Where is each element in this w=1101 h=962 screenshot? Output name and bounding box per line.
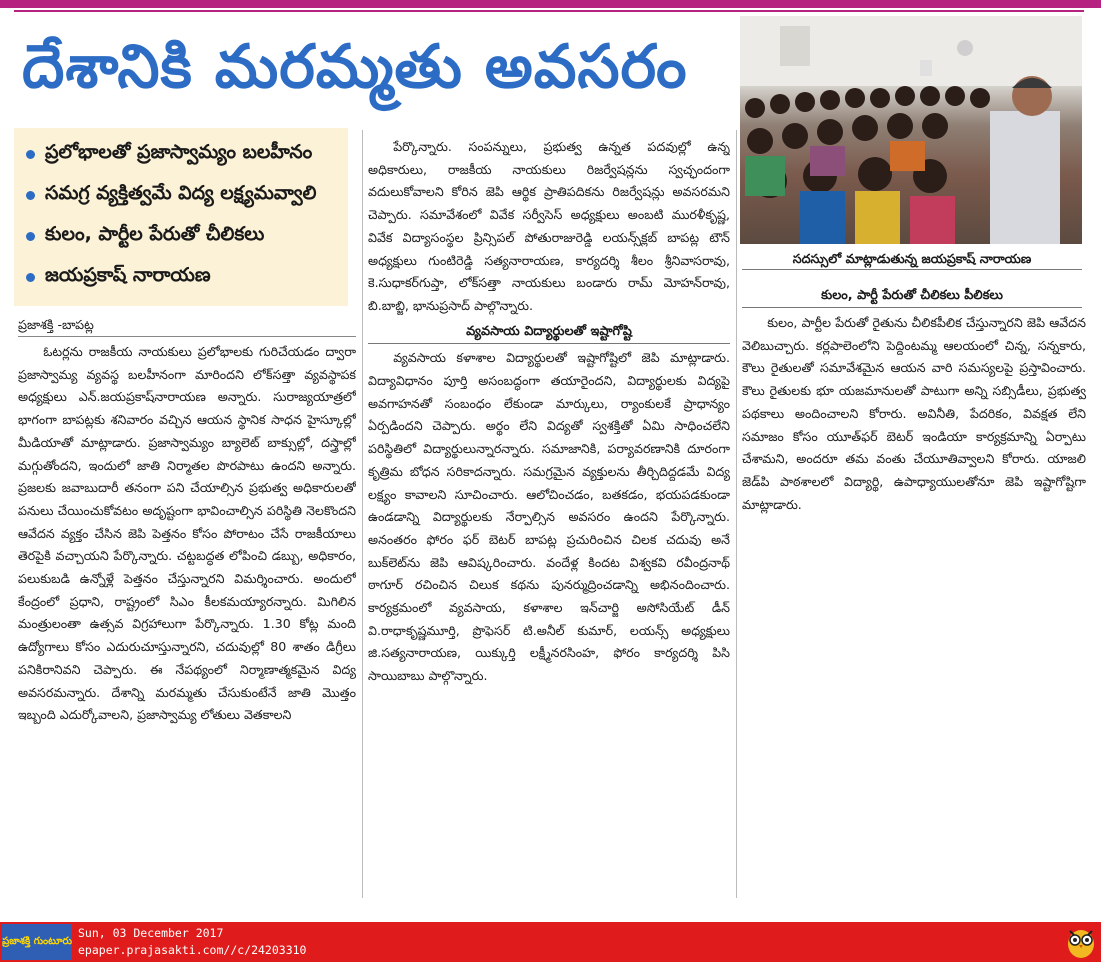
section-subheading: కులం, పార్టీ పేరుతో చీలికలు పీలికలు <box>742 284 1082 308</box>
column-divider <box>736 130 737 898</box>
photo-caption: సదస్సులో మాట్లాడుతున్న జయప్రకాష్ నారాయణ <box>742 248 1082 270</box>
highlight-text: ప్రలోభాలతో ప్రజాస్వామ్యం బలహీనం <box>45 141 313 163</box>
highlight-text: జయప్రకాష్ నారాయణ <box>45 264 211 286</box>
epaper-link[interactable]: epaper.prajasakti.com//c/24203310 <box>78 943 307 957</box>
highlight-item <box>22 257 340 298</box>
publish-date: Sun, 03 December 2017 <box>78 926 224 940</box>
bullet-icon <box>26 273 35 282</box>
column-divider <box>362 130 363 898</box>
footer-info <box>78 924 478 960</box>
top-rule <box>0 0 1101 8</box>
article-paragraph: కులం, పార్టీల పేరుతో రైతును చీలికపీలిక చేస్తున్నారని జెపి ఆవేదన వెలిబుచ్చారు. కర్లపాలెంలోని పెద్దింటమ్మ ఆలయంలో చిన్న, సన్నకారు, కౌలు రైతులతో సమావేశమైన ఆయన వారి సమస్యలపై ప్రస్తావించారు. కౌలు రైతులకు భూ యజమానులతో పాటుగా అన్ని సబ్సిడీలు, ప్రభుత్వ పథకాలు అందించాలని కోరారు. అవినీతి, పేదరికం, వివక్షత లేని సమాజం కోసం యూత్‌ఫర్ బెటర్ ఇండియా కార్యక్రమాన్ని ఏర్పాటు చేశామని, అందరూ తమ వంతు చేయూతివ్వాలని కోరారు. యాజలి జెడ్‌పి పాఠశాలలో విద్యార్థి, ఉపాధ్యాయులతోనూ జెపి ఇష్టాగోష్టిగా మాట్లాడారు. <box>742 315 1086 512</box>
byline: ప్రజాశక్తి -బాపట్ల <box>18 314 356 337</box>
owl-icon[interactable] <box>1064 925 1098 959</box>
article-paragraph: పేర్కొన్నారు. సంపన్నులు, ప్రభుత్వ ఉన్నత పదవుల్లో ఉన్న అధికారులు, రాజకీయ నాయకులు రిజర్వేషన్లను స్వచ్ఛందంగా వదులుకోవాలని కోరిన జెపి ఆర్థిక ప్రాతిపదికను రిజర్వేషన్లు అవసరమని చెప్పారు. సమావేశంలో వివేక సర్వీసెస్ అధ్యక్షులు అంబటి మురళీకృష్ణ, వివేక విద్యాసంస్థల ప్రిన్సిపల్ పోతురాజురెడ్డి లయన్స్‌క్లబ్ బాపట్ల టౌన్ అధ్యక్షులు గుంటిరెడ్డి సత్యనారాయణ, కార్యదర్శి శీలం శ్రీనివాసరావు, కె.సుధాకర్‌గుప్తా, లోక్‌సత్తా నాయకులు బండారు రామ్ మోహన్‌రావు, బి.బాబ్జి, భానుప్రసాద్ పాల్గొన్నారు. <box>368 139 730 313</box>
publication-logo[interactable]: ప్రజాశక్తి గుంటూరు <box>2 924 72 960</box>
bullet-icon <box>26 232 35 241</box>
bullet-icon <box>26 150 35 159</box>
audience-illustration <box>740 16 1082 244</box>
highlight-item <box>22 175 340 216</box>
article-column-2 <box>368 136 730 896</box>
highlight-text: సమగ్ర వ్యక్తిత్వమే విద్య లక్ష్యమవ్వాలి <box>45 182 317 204</box>
highlight-item <box>22 216 340 257</box>
article-paragraph: వ్యవసాయ కళాశాల విద్యార్థులతో ఇష్టాగోష్టిలో జెపి మాట్లాడారు. విద్యావిధానం పూర్తి అసంబద్ధంగా తయారైందని, విద్యార్థులకు విద్యపై అవగాహనతో సంబంధం లేకుండా మార్కులు, ర్యాంకులకే ప్రాధాన్యం ఏర్పడిందని చెప్పారు. అర్థం లేని విద్యతో స్వశక్తితో ఏమి సాధించలేని పరిస్థితిలో విద్యార్థులున్నారన్నారు. సమాజానికి, పర్యావరణానికి దూరంగా కృత్రిమ బోధన సరికాదన్నారు. సమగ్రమైన వ్యక్తులను తీర్చిదిద్దడమే విద్య లక్ష్యం కావాలని సూచించారు. ఆలోచించడం, బతకడం, భయపడకుండా ఉండడాన్ని విద్యార్థులకు నేర్పాల్సిన అవసరం ఉందని పేర్కొన్నారు. అనంతరం ఫోరం ఫర్ బెటర్ బాపట్ల ప్రచురించిన చిలక చదువు అనే బుక్‌లెట్‌ను జెపి ఆవిష్కరించారు. వందేళ్ల కిందట విశ్వకవి రవీంద్రనాథ్ ఠాగూర్ రచించిన చిలుక కథను పునర్ముద్రించడాన్ని అభినందించారు. కార్యక్రమంలో వ్యవసాయ, కళాశాల ఇన్‌చార్జి అసోసియేట్ డీన్ వి.రాధాకృష్ణమూర్తి, ప్రొఫెసర్ టి.అనీల్ కుమార్, లయన్స్ అధ్యక్షులు జి.సత్యనారాయణ, యిక్కుర్తి లక్ష్మీనరసింహ, ఫోరం కార్యదర్శి పిసి సాయిబాబు పాల్గొన్నారు. <box>368 350 730 684</box>
section-subheading: వ్యవసాయ విద్యార్థులతో ఇష్టాగోష్టి <box>368 321 730 345</box>
article-column-1 <box>18 314 356 894</box>
article-column-3 <box>742 312 1086 612</box>
highlight-item <box>22 134 340 175</box>
highlights-box <box>14 128 348 306</box>
article-paragraph: ఓటర్లను రాజకీయ నాయకులు ప్రలోభాలకు గురిచేయడం ద్వారా ప్రజాస్వామ్య వ్యవస్థ బలహీనంగా మారిందని లోక్‌సత్తా వ్యవస్థాపక అధ్యక్షులు ఎన్.జయప్రకాష్‌నారాయణ అన్నారు. సురాజ్యయాత్రలో భాగంగా బాపట్లకు శనివారం వచ్చిన ఆయన స్థానిక సాధన హైస్కూల్లో మీడియాతో మాట్లాడారు. ప్రజాస్వామ్యం బ్యాలెట్ బాక్సుల్లో, దస్త్రాల్లో మగ్గుతోందని, ఇందులో జాతి నిర్మాతల పొరపాటు ఉందని అన్నారు. ప్రజలకు జవాబుదారీ తనంగా పని చేయాల్సిన ప్రభుత్వ అధికారులతో పనులు చేయించుకోవటం అదృష్టంగా భావించాల్సిన పరిస్థితి నెలకొందని ఆవేదన వ్యక్తం చేసిన జెపి పెత్తనం కోసం పోరాటం చేసే రాజకీయాలు తెరపైకి వచ్చాయని పేర్కొన్నారు. చట్టబద్ధత లోపించి డబ్బు, అధికారం, పలుకుబడి ఉన్నోళ్లే పెత్తనం చేస్తున్నారని విమర్శించారు. అందులో కేంద్రంలో ప్రధాని, రాష్ట్రంలో సిఎం కీలకమయ్యారన్నారు. మిగిలిన మంత్రులంతా ఉత్సవ విగ్రహాలుగా పేర్కొన్నారు. 1.30 కోట్ల మంది ఉద్యోగాలు కోసం ఎదురుచూస్తున్నారని, చదువుల్లో 80 శాతం డిగ్రీలు పనికిరానివని చెప్పారు. ఈ నేపథ్యంలో నిర్మాణాత్మకమైన విద్య అవసరమన్నారు. దేశాన్ని మరమ్మతు చేసుకుంటేనే జాతి మొత్తం ఇబ్బంది ఎదుర్కోవాలని, ప్రజాస్వామ్య లోతులు వెతకాలని <box>18 344 356 723</box>
headline: దేశానికి మరమ్మతు అవసరం <box>22 32 688 102</box>
highlight-text: కులం, పార్టీల పేరుతో చీలికలు <box>45 223 265 245</box>
bullet-icon <box>26 191 35 200</box>
top-rule-thin <box>14 10 1084 12</box>
news-photo <box>740 16 1082 244</box>
